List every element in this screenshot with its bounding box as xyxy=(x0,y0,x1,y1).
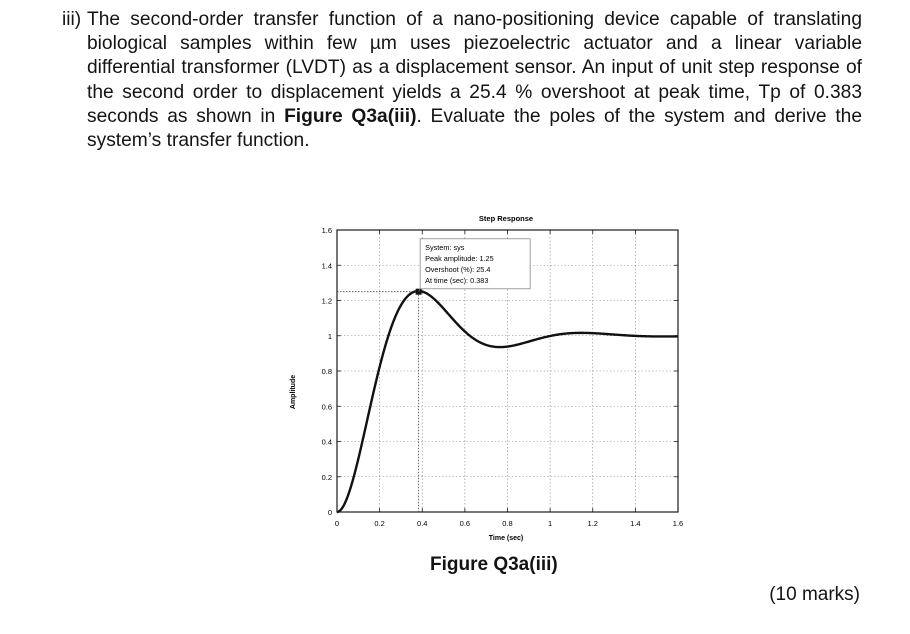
question-text-part-1: The second-order transfer function of a nano-positioning device capable of translating biological samples within few µm uses piezoelectric actuator and a linear variable differential transformer (LVDT) as a displacement sensor. An input of unit step response of the second order to displacement yields a 25.4 % overshoot at peak time, Tp of 0.383 seconds as shown in xyxy=(87,9,862,127)
x-tick-label: 1.6 xyxy=(672,519,684,528)
y-tick-label: 1.6 xyxy=(321,226,332,235)
y-tick-label: 0.2 xyxy=(321,472,332,482)
y-tick-label: 0 xyxy=(327,508,332,517)
x-tick-label: 0.4 xyxy=(417,519,428,528)
datatip-line: At time (sec): 0.383 xyxy=(425,275,489,285)
x-tick-label: 1.4 xyxy=(630,519,641,528)
chart-title: Step Response xyxy=(478,214,534,223)
datatip-line: System: sys xyxy=(425,242,465,252)
question-text-part-2: . Evaluate the poles of the system and derive the system’s transfer function. xyxy=(87,105,862,152)
y-axis-label: Amplitude xyxy=(290,374,297,410)
marks-label: (10 marks) xyxy=(769,584,860,605)
y-tick-label: 1.4 xyxy=(321,261,332,271)
figure-caption: Figure Q3a(iii) xyxy=(430,554,558,575)
y-tick-label: 0.8 xyxy=(321,367,332,376)
question-number: iii) xyxy=(62,9,82,30)
datatip-line: Peak amplitude: 1.25 xyxy=(425,253,494,263)
x-tick-label: 1 xyxy=(548,519,553,528)
datatip-line: Overshoot (%): 25.4 xyxy=(425,264,491,274)
y-tick-label: 1.2 xyxy=(321,296,332,306)
x-tick-label: 0.2 xyxy=(374,519,385,528)
x-axis-label: Time (sec) xyxy=(488,535,524,542)
y-tick-label: 0.6 xyxy=(321,402,332,412)
x-tick-label: 0.6 xyxy=(459,519,471,528)
y-tick-label: 1 xyxy=(327,331,332,341)
x-tick-label: 1.2 xyxy=(587,519,598,528)
figure-reference: Figure Q3a(iii) xyxy=(284,105,417,127)
x-tick-label: 0 xyxy=(334,519,340,528)
x-tick-label: 0.8 xyxy=(502,519,513,528)
datatip-annotation xyxy=(337,239,530,512)
y-tick-label: 0.4 xyxy=(321,437,332,447)
